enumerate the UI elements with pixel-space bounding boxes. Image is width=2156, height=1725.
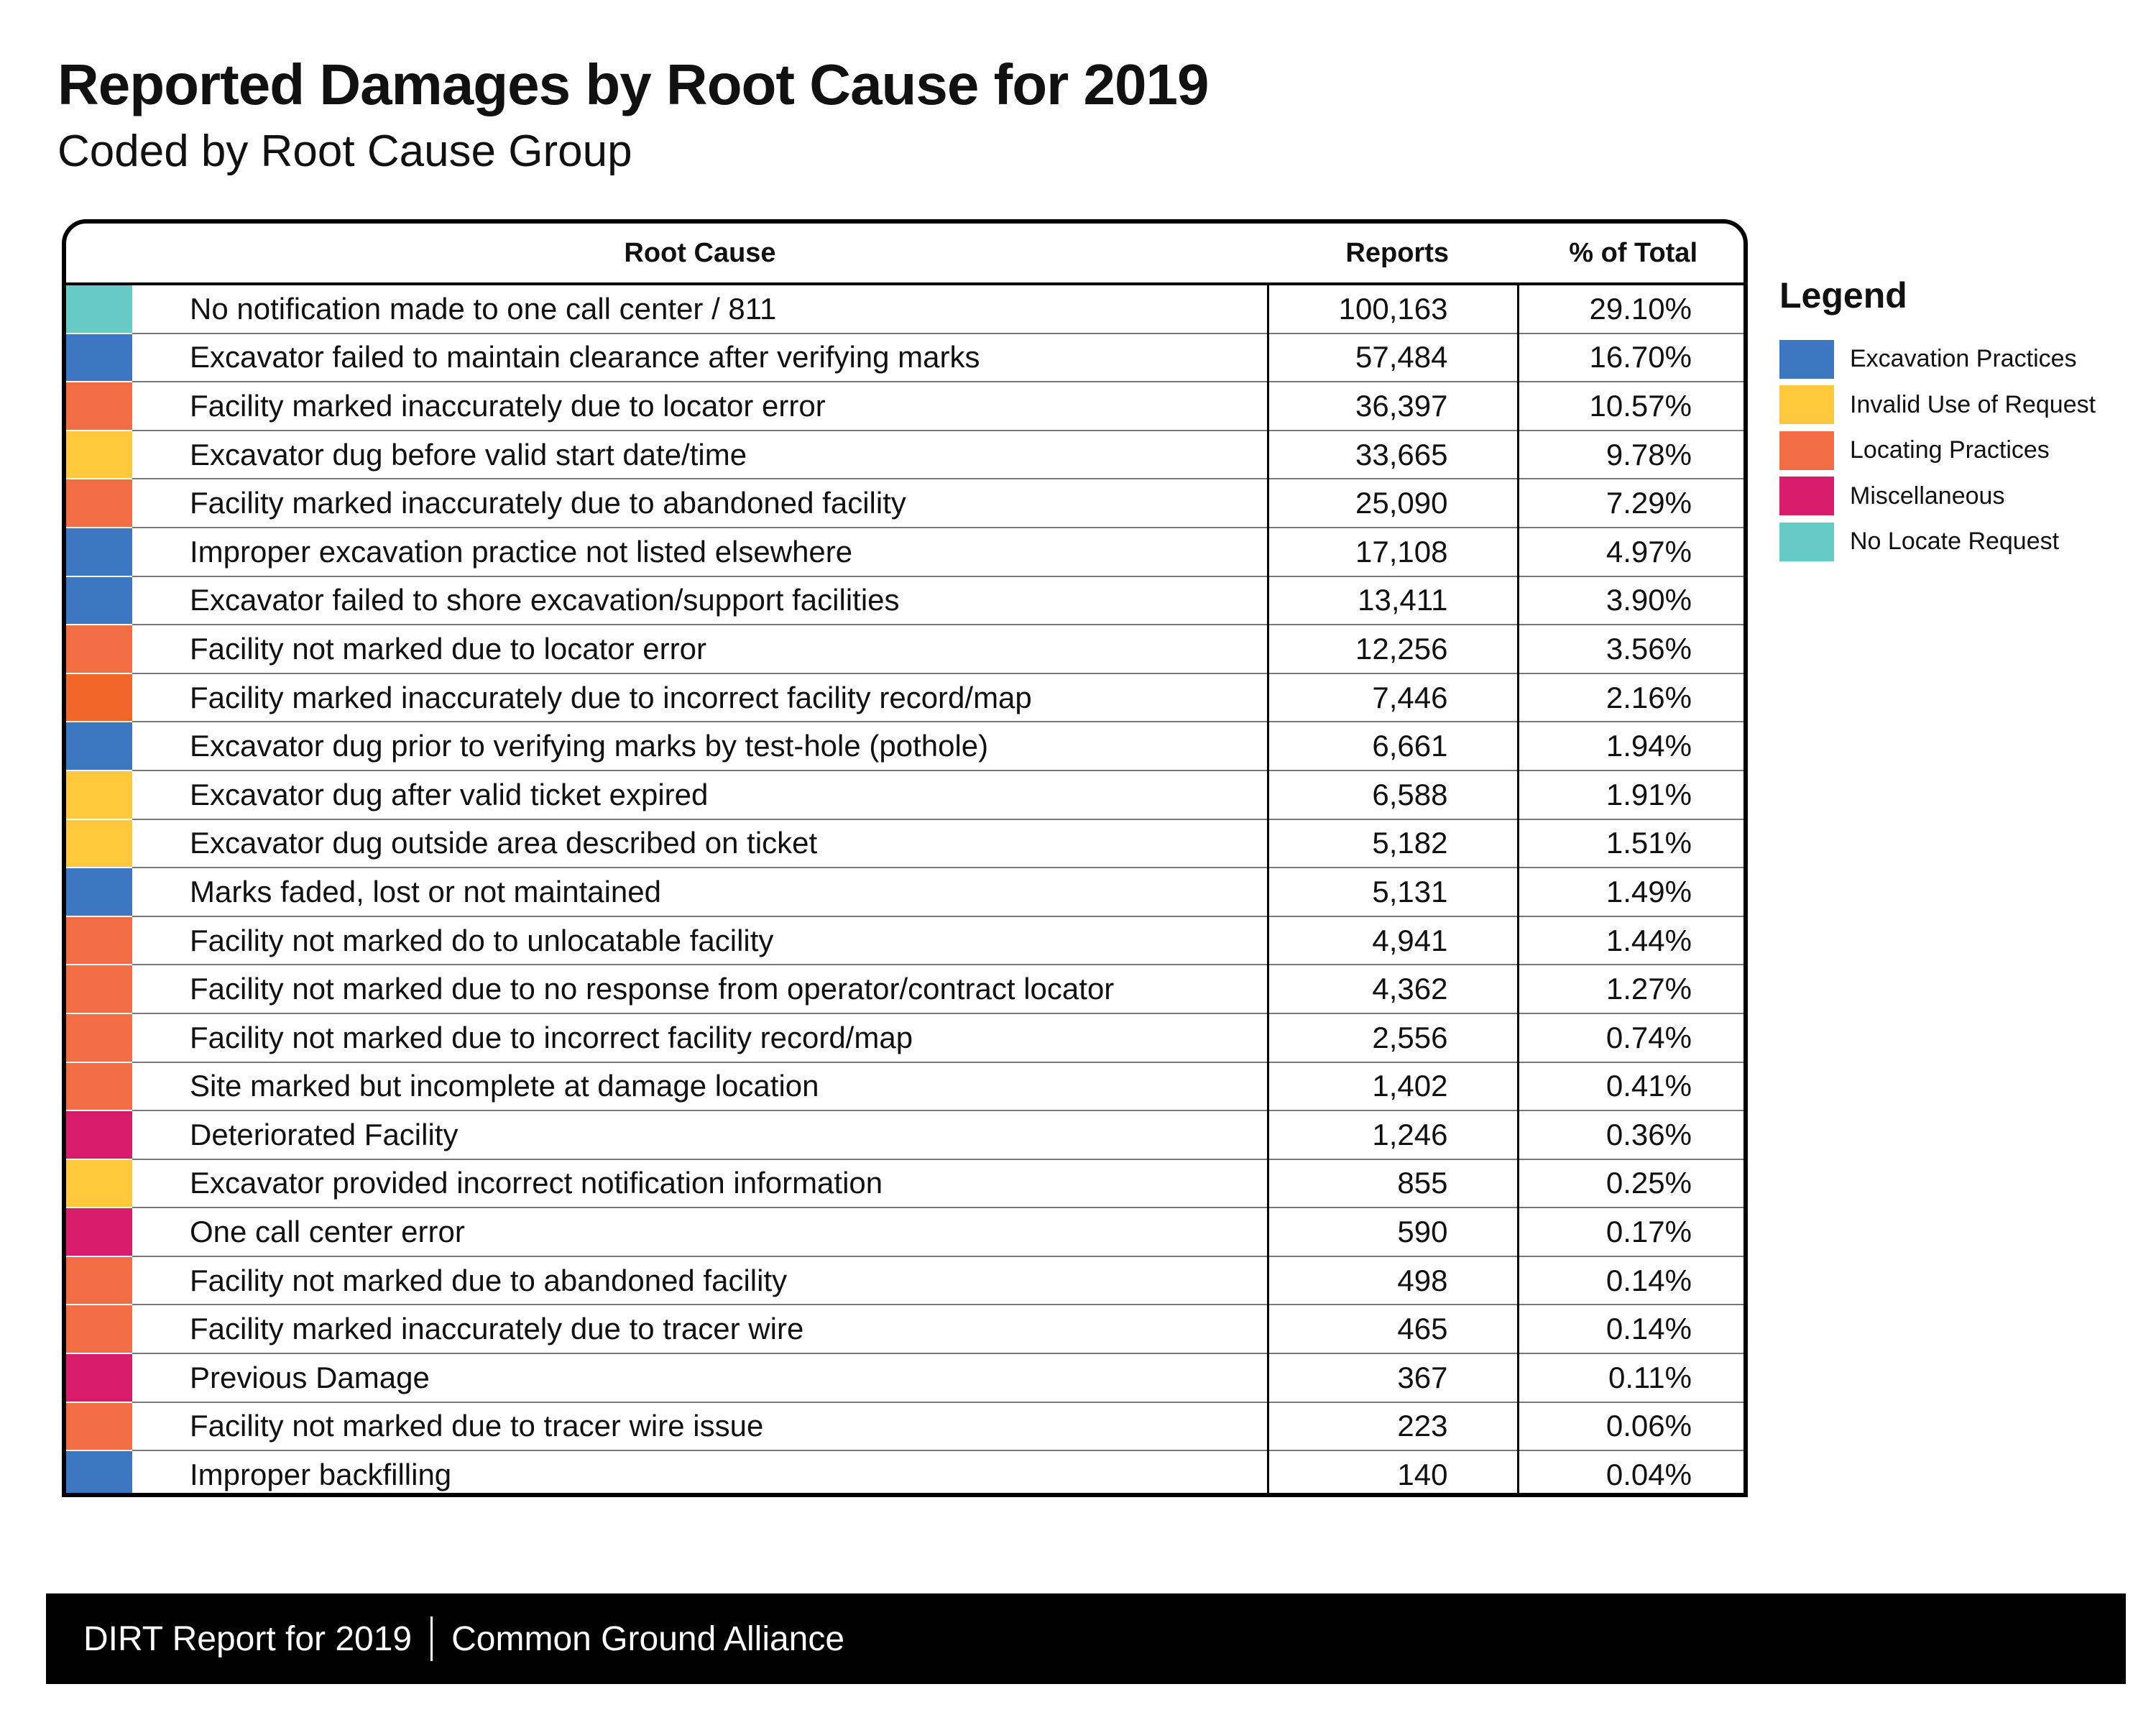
pct-total-cell: 7.29%: [1518, 479, 1743, 528]
legend-title: Legend: [1779, 275, 1907, 316]
group-color-swatch: [66, 1353, 132, 1402]
group-color-swatch: [66, 1208, 132, 1256]
column-header-pct-total: % of Total: [1518, 224, 1743, 284]
group-color-swatch: [66, 576, 132, 625]
legend-label: Locating Practices: [1850, 436, 2050, 464]
group-color-swatch: [66, 1159, 132, 1208]
pct-total-cell: 0.17%: [1518, 1208, 1743, 1256]
root-cause-cell: Site marked but incomplete at damage location: [132, 1062, 1268, 1111]
pct-total-cell: 10.57%: [1518, 382, 1743, 431]
table-row: [66, 1402, 1743, 1451]
table-row: [66, 1062, 1743, 1111]
reports-cell: 17,108: [1268, 528, 1518, 576]
pct-total-cell: 2.16%: [1518, 673, 1743, 722]
group-color-swatch: [66, 1402, 132, 1451]
table-row: [66, 1159, 1743, 1208]
table-row: [66, 1256, 1743, 1305]
table-row: [66, 916, 1743, 965]
pct-total-cell: 0.04%: [1518, 1450, 1743, 1497]
reports-cell: 498: [1268, 1256, 1518, 1305]
table-row: [66, 965, 1743, 1013]
reports-cell: 855: [1268, 1159, 1518, 1208]
table-row: [66, 576, 1743, 625]
table-row: [66, 722, 1743, 770]
reports-cell: 100,163: [1268, 284, 1518, 334]
table-row: [66, 334, 1743, 382]
legend-label: Invalid Use of Request: [1850, 390, 2096, 418]
reports-cell: 2,556: [1268, 1013, 1518, 1062]
table-row: [66, 673, 1743, 722]
group-color-swatch: [66, 431, 132, 479]
group-color-swatch: [66, 673, 132, 722]
root-cause-cell: Facility not marked due to tracer wire issue: [132, 1402, 1268, 1451]
reports-cell: 465: [1268, 1305, 1518, 1353]
footer-divider: [430, 1616, 433, 1661]
pct-total-cell: 1.51%: [1518, 819, 1743, 868]
pct-total-cell: 0.36%: [1518, 1110, 1743, 1159]
table-row: [66, 1353, 1743, 1402]
reports-cell: 25,090: [1268, 479, 1518, 528]
reports-cell: 13,411: [1268, 576, 1518, 625]
legend-label: Miscellaneous: [1850, 482, 2005, 510]
legend-item: [1779, 474, 2139, 520]
group-color-swatch: [66, 1110, 132, 1159]
group-color-swatch: [66, 1256, 132, 1305]
legend-item: [1779, 382, 2139, 428]
root-cause-cell: No notification made to one call center / 811: [132, 284, 1268, 334]
pct-total-cell: 0.11%: [1518, 1353, 1743, 1402]
table-row: [66, 1305, 1743, 1353]
reports-cell: 1,402: [1268, 1062, 1518, 1111]
table-row: [66, 1208, 1743, 1256]
pct-total-cell: 0.41%: [1518, 1062, 1743, 1111]
pct-total-cell: 1.91%: [1518, 770, 1743, 819]
pct-total-cell: 0.25%: [1518, 1159, 1743, 1208]
root-cause-cell: Previous Damage: [132, 1353, 1268, 1402]
pct-total-cell: 29.10%: [1518, 284, 1743, 334]
legend-label: Excavation Practices: [1850, 345, 2077, 373]
legend: [1779, 275, 2139, 565]
legend-item: [1779, 336, 2139, 382]
pct-total-cell: 1.27%: [1518, 965, 1743, 1013]
table-row: [66, 1450, 1743, 1497]
group-color-swatch: [66, 528, 132, 576]
legend-swatch: [1779, 340, 1834, 379]
root-cause-cell: Deteriorated Facility: [132, 1110, 1268, 1159]
reports-cell: 12,256: [1268, 625, 1518, 673]
pct-total-cell: 4.97%: [1518, 528, 1743, 576]
group-color-swatch: [66, 1062, 132, 1111]
root-cause-cell: Facility marked inaccurately due to locator error: [132, 382, 1268, 431]
legend-swatch: [1779, 431, 1834, 470]
group-color-swatch: [66, 1013, 132, 1062]
root-cause-cell: Excavator provided incorrect notification information: [132, 1159, 1268, 1208]
table-row: [66, 528, 1743, 576]
group-color-swatch: [66, 868, 132, 916]
root-cause-cell: Improper excavation practice not listed elsewhere: [132, 528, 1268, 576]
legend-label: No Locate Request: [1850, 528, 2060, 556]
reports-cell: 367: [1268, 1353, 1518, 1402]
root-cause-cell: One call center error: [132, 1208, 1268, 1256]
reports-cell: 4,362: [1268, 965, 1518, 1013]
table-row: [66, 382, 1743, 431]
root-cause-cell: Excavator dug prior to verifying marks by test-hole (pothole): [132, 722, 1268, 770]
reports-cell: 36,397: [1268, 382, 1518, 431]
group-color-swatch: [66, 722, 132, 770]
group-color-swatch: [66, 334, 132, 382]
pct-total-cell: 9.78%: [1518, 431, 1743, 479]
column-header-reports: Reports: [1268, 224, 1518, 284]
footer-report-name: DIRT Report for 2019: [83, 1619, 413, 1658]
reports-cell: 4,941: [1268, 916, 1518, 965]
root-cause-cell: Excavator failed to shore excavation/support facilities: [132, 576, 1268, 625]
reports-cell: 6,661: [1268, 722, 1518, 770]
table-row: [66, 770, 1743, 819]
legend-swatch: [1779, 477, 1834, 515]
pct-total-cell: 3.90%: [1518, 576, 1743, 625]
group-color-swatch: [66, 284, 132, 334]
reports-cell: 590: [1268, 1208, 1518, 1256]
table-row: [66, 819, 1743, 868]
chart-subtitle: Coded by Root Cause Group: [57, 126, 632, 176]
group-color-swatch: [66, 770, 132, 819]
table-row: [66, 625, 1743, 673]
root-cause-cell: Facility marked inaccurately due to abandoned facility: [132, 479, 1268, 528]
pct-total-cell: 1.94%: [1518, 722, 1743, 770]
table-row: [66, 431, 1743, 479]
legend-items: [1779, 336, 2139, 565]
table-row: [66, 1110, 1743, 1159]
group-color-swatch: [66, 1305, 132, 1353]
root-cause-cell: Excavator dug before valid start date/time: [132, 431, 1268, 479]
pct-total-cell: 0.14%: [1518, 1305, 1743, 1353]
group-color-swatch: [66, 382, 132, 431]
root-cause-cell: Facility marked inaccurately due to tracer wire: [132, 1305, 1268, 1353]
pct-total-cell: 0.74%: [1518, 1013, 1743, 1062]
reports-cell: 140: [1268, 1450, 1518, 1497]
reports-cell: 33,665: [1268, 431, 1518, 479]
group-color-swatch: [66, 965, 132, 1013]
table-row: [66, 284, 1743, 334]
root-cause-cell: Facility marked inaccurately due to incorrect facility record/map: [132, 673, 1268, 722]
root-cause-cell: Facility not marked due to incorrect facility record/map: [132, 1013, 1268, 1062]
footer-organization: Common Ground Alliance: [451, 1619, 845, 1658]
root-cause-cell: Facility not marked due to locator error: [132, 625, 1268, 673]
root-cause-cell: Improper backfilling: [190, 1458, 452, 1492]
root-cause-cell: Marks faded, lost or not maintained: [132, 868, 1268, 916]
header-swatch-spacer: [66, 224, 132, 284]
root-cause-cell: Excavator dug after valid ticket expired: [132, 770, 1268, 819]
group-color-swatch: [66, 479, 132, 528]
pct-total-cell: 0.14%: [1518, 1256, 1743, 1305]
pct-total-cell: 3.56%: [1518, 625, 1743, 673]
legend-item: [1779, 519, 2139, 565]
reports-cell: 7,446: [1268, 673, 1518, 722]
footer-bar: [46, 1593, 2126, 1684]
reports-cell: 5,182: [1268, 819, 1518, 868]
pct-total-cell: 1.44%: [1518, 916, 1743, 965]
reports-cell: 6,588: [1268, 770, 1518, 819]
reports-cell: 5,131: [1268, 868, 1518, 916]
group-color-swatch: [66, 916, 132, 965]
reports-cell: 223: [1268, 1402, 1518, 1451]
data-table: [66, 224, 1743, 1497]
legend-item: [1779, 428, 2139, 474]
pct-total-cell: 16.70%: [1518, 334, 1743, 382]
root-cause-cell: Facility not marked do to unlocatable facility: [132, 916, 1268, 965]
pct-total-cell: 1.49%: [1518, 868, 1743, 916]
group-color-swatch: [66, 819, 132, 868]
table-row: [66, 479, 1743, 528]
group-color-swatch: [66, 1450, 132, 1497]
table-header-row: [66, 224, 1743, 284]
root-cause-cell: Excavator dug outside area described on ticket: [132, 819, 1268, 868]
reports-cell: 57,484: [1268, 334, 1518, 382]
root-cause-cell: Facility not marked due to abandoned facility: [132, 1256, 1268, 1305]
root-cause-cell: Excavator failed to maintain clearance after verifying marks: [132, 334, 1268, 382]
root-cause-table: [62, 219, 1748, 1497]
legend-swatch: [1779, 523, 1834, 561]
table-row: [66, 868, 1743, 916]
pct-total-cell: 0.06%: [1518, 1402, 1743, 1451]
chart-title: Reported Damages by Root Cause for 2019: [57, 52, 1209, 116]
group-color-swatch: [66, 625, 132, 673]
column-header-root-cause: Root Cause: [132, 224, 1268, 284]
table-body: [66, 284, 1743, 1497]
legend-swatch: [1779, 385, 1834, 424]
reports-cell: 1,246: [1268, 1110, 1518, 1159]
table-row: [66, 1013, 1743, 1062]
root-cause-cell: Facility not marked due to no response from operator/contract locator: [132, 965, 1268, 1013]
